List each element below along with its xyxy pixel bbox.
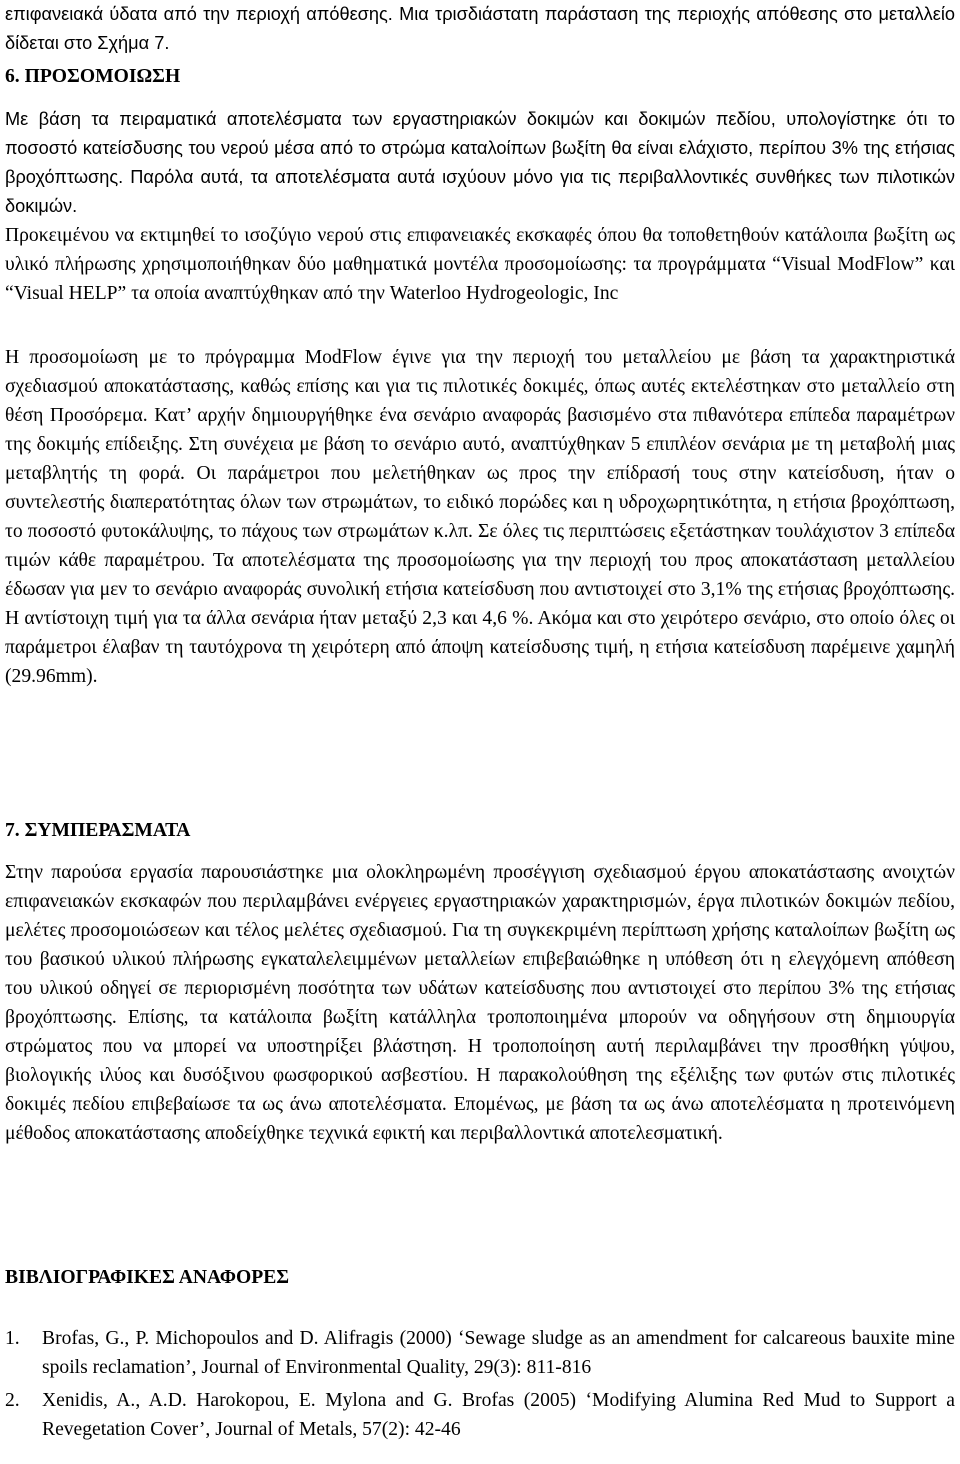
section-6-paragraph-1 [5, 105, 955, 308]
reference-item [5, 1324, 955, 1382]
section-6-paragraph-1b: Προκειμένου να εκτιμηθεί το ισοζύγιο νερού στις επιφανειακές εκσκαφές όπου θα τοποθετηθούν κατάλοιπα βωξίτη ως υλικό πλήρωσης χρησιμοποιήθηκαν δύο μαθηματικά μοντέλα προσομοίωσης: τα προγράμματα “Visual ModFlow” και “Visual HELP” τα οποία αναπτύχθηκαν από την Waterloo Hydrogeologic, Inc [5, 225, 955, 304]
section-6-title: 6. ΠΡΟΣΟΜΟΙΩΣΗ [5, 66, 181, 87]
section-7-paragraph-1: Στην παρούσα εργασία παρουσιάστηκε μια ολοκληρωμένη προσέγγιση σχεδιασμού έργου αποκατάστασης ανοιχτών επιφανειακών εκσκαφών που περιλαμβάνει ενέργειες εργαστηριακών χαρακτηρισμών, έργα πιλοτικών δοκιμών πεδίου, μελέτες προσομοιώσεων και τέλος μελέτες σχεδιασμού. Για τη συγκεκριμένη περίπτωση χρήσης καταλοίπων βωξίτη ως του βασικού υλικού πλήρωσης εγκαταλελειμμένων μεταλλείων επιβεβαιώθηκε η υπόθεση ότι η ελεγχόμενη απόθεση του υλικού οδηγεί σε περιορισμένη ποσότητα των υδάτων κατείσδυσης που αντιστοιχεί στο περίπου 3% της ετήσιας βροχόπτωσης. Επίσης, τα κατάλοιπα βωξίτη κατάλληλα τροποποιημένα μπορούν να οδηγήσουν στη δημιουργία στρώματος που να μπορεί να υποστηρίξει βλάστηση. Η τροποποίηση αυτή περιλαμβάνει την προσθήκη γύψου, βιολογικής ιλύος και δυσόξινου φωσφορικού ασβεστίου. Η παρακολούθηση της εξέλιξης των φυτών στις πιλοτικές δοκιμές πεδίου επιβεβαίωσε τα ως άνω αποτελέσματα. Επομένως, με βάση τα ως άνω αποτελέσματα η προτεινόμενη μέθοδος αποκατάστασης αποδείχθηκε τεχνικά εφικτή και περιβαλλοντικά αποτελεσματική. [5, 862, 955, 1144]
reference-number: 1. [5, 1328, 20, 1349]
intro-paragraph: επιφανειακά ύδατα από την περιοχή απόθεσης. Μια τρισδιάστατη παράσταση της περιοχής απόθεσης στο μεταλλείο δίδεται στο Σχήμα 7. [5, 4, 955, 53]
reference-number: 2. [5, 1390, 20, 1411]
section-6-paragraph-2: Η προσομοίωση με το πρόγραμμα ModFlow έγινε για την περιοχή του μεταλλείου με βάση τα χαρακτηριστικά σχεδιασμού αποκατάστασης, καθώς επίσης και για τις πιλοτικές δοκιμές, όπως αυτές εκτελέστηκαν στο μεταλλείο στη θέση Προσόρεμα. Κατ’ αρχήν δημιουργήθηκε ένα σενάριο αναφοράς βασισμένο στα πιθανότερα επίπεδα παραμέτρων της δοκιμής επίδειξης. Στη συνέχεια με βάση το σενάριο αυτό, αναπτύχθηκαν 5 επιπλέον σενάρια με τη μεταβολή μιας μεταβλητής τη φορά. Οι παράμετροι που μελετήθηκαν ως προς την επίδρασή τους στην κατείσδυση, ήταν ο συντελεστής διαπερατότητας όλων των στρωμάτων, το ειδικό πορώδες και η υδροχωρητικότητα, η ετήσια βροχόπτωση, το ποσοστό φυτοκάλυψης, το πάχους των στρωμάτων κ.λπ. Σε όλες τις περιπτώσεις εξετάστηκαν τουλάχιστον 3 επίπεδα τιμών κάθε παραμέτρου. Τα αποτελέσματα της προσομοίωσης για την περιοχή του προς αποκατάσταση μεταλλείου έδωσαν για μεν το σενάριο αναφοράς συνολική ετήσια κατείσδυση που αντιστοιχεί στο 3,1% της ετήσιας βροχόπτωσης. Η αντίστοιχη τιμή για τα άλλα σενάρια ήταν μεταξύ 2,3 και 4,6 %. Ακόμα και στο χειρότερο σενάριο, στο οποίο όλες οι παράμετροι έλαβαν τη ταυτόχρονα τη χειρότερη από άποψη κατείσδυσης τιμή, η ετήσια κατείσδυση παρέμεινε χαμηλή (29.96mm). [5, 347, 955, 687]
reference-text: Xenidis, A., A.D. Harokopou, E. Mylona and G. Brofas (2005) ‘Modifying Alumina Red Mud to Support a Revegetation Cover’, Journal of Metals, 57(2): 42-46 [42, 1390, 955, 1440]
references-title: ΒΙΒΛΙΟΓΡΑΦΙΚΕΣ ΑΝΑΦΟΡΕΣ [5, 1267, 290, 1288]
section-7-title: 7. ΣΥΜΠΕΡΑΣΜΑΤΑ [5, 820, 191, 841]
reference-item [5, 1386, 955, 1444]
references-list [5, 1324, 955, 1444]
section-6-paragraph-1a: Με βάση τα πειραματικά αποτελέσματα των εργαστηριακών δοκιμών και δοκιμών πεδίου, υπολογίστηκε ότι το ποσοστό κατείσδυσης του νερού μέσα από το στρώμα καταλοίπων βωξίτη θα είναι ελάχιστο, περίπου 3% της ετήσιας βροχόπτωσης. Παρόλα αυτά, τα αποτελέσματα αυτά ισχύουν μόνο για τις περιβαλλοντικές συνθήκες των πιλοτικών δοκιμών. [5, 109, 955, 216]
reference-text: Brofas, G., P. Michopoulos and D. Alifragis (2000) ‘Sewage sludge as an amendment for calcareous bauxite mine spoils reclamation’, Journal of Environmental Quality, 29(3): 811-816 [42, 1328, 955, 1378]
